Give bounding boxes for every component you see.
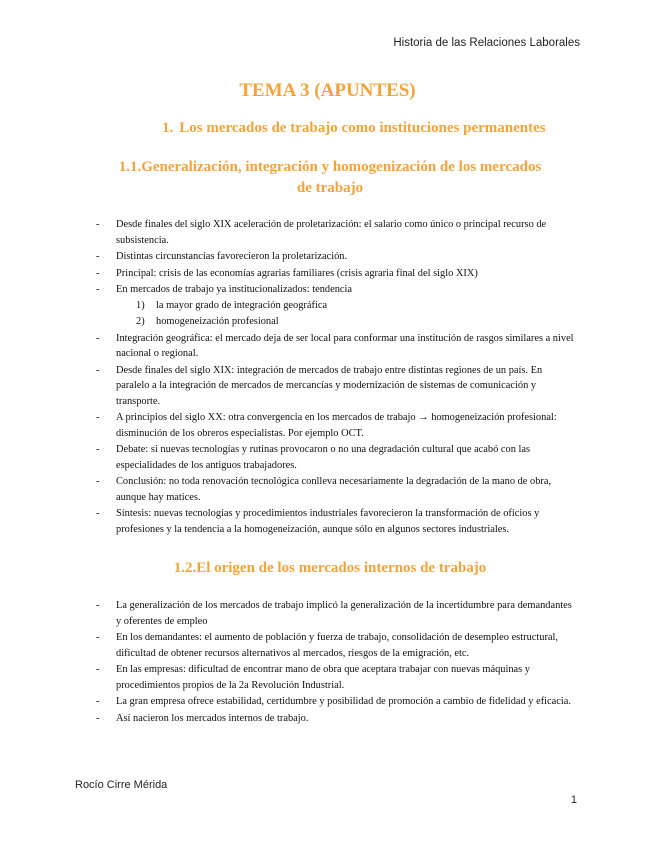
list-item: - Distintas circunstancias favorecieron la proletarización.	[96, 249, 574, 265]
list-item: - Debate: si nuevas tecnologías y rutinas provocaron o no una degradación cultural que acabó con las especialidades de los antiguos trabajadores.	[96, 442, 574, 473]
section-1-2-heading: 1.2.El origen de los mercados internos de trabajo	[173, 560, 487, 576]
page-header: Historia de las Relaciones Laborales	[393, 37, 580, 49]
list-item: - Principal: crisis de las economías agrarias familiares (crisis agraria final del siglo XIX)	[96, 266, 574, 282]
section-1-1-heading: 1.1.Generalización, integración y homogenización de los mercados de trabajo	[118, 159, 542, 196]
list-item: - La generalización de los mercados de trabajo implicó la generalización de la incertidumbre para demandantes y oferentes de empleo	[96, 598, 574, 629]
sub-item-text: homogeneización profesional	[156, 316, 279, 327]
list-item: - En las empresas: dificultad de encontrar mano de obra que aceptara trabajar con nuevas máquinas y procedimientos propios de la 2a Revolución Industrial.	[96, 662, 574, 693]
list-item: - Así nacieron los mercados internos de trabajo.	[96, 711, 574, 727]
list-item: - A principios del siglo XX: otra convergencia en los mercados de trabajo → homogeneización profesional: disminución de los obreros especialistas. Por ejemplo OCT.	[96, 410, 574, 441]
footer-author: Rocío Cirre Mérida	[75, 779, 168, 791]
list-item: - La gran empresa ofrece estabilidad, certidumbre y posibilidad de promoción a cambio de fidelidad y eficacia.	[96, 694, 574, 710]
list-item: - Desde finales del siglo XIX: integración de mercados de trabajo entre distintas regiones de un país. En paralelo a la integración de mercados de mercancías y modernización de sistemas de comunicación y transporte.	[96, 363, 574, 410]
sub-item-number: 2)	[136, 316, 145, 327]
list-item-text: En mercados de trabajo ya institucionalizados: tendencia	[116, 284, 353, 295]
list-item: - Desde finales del siglo XIX aceleración de proletarización: el salario como único o principal recurso de subsistencia.	[96, 217, 574, 248]
list-item	[96, 282, 574, 330]
sub-item-number: 1)	[136, 299, 145, 311]
list-item: - Conclusión: no toda renovación tecnológica conlleva necesariamente la degradación de la mano de obra, aunque hay matices.	[96, 474, 574, 505]
section-1-2-list	[96, 598, 574, 727]
list-item: - Síntesis: nuevas tecnologías y procedimientos industriales favorecieron la transformación de oficios y profesiones y la tendencia a la homogeneización, aunque sólo en algunos sectores industriales.	[96, 506, 574, 537]
page-number: 1	[570, 794, 577, 806]
sub-list	[116, 298, 574, 330]
section-1-number: 1.	[162, 120, 174, 136]
sub-list-item	[116, 298, 574, 314]
section-1-text: Los mercados de trabajo como instituciones permanentes	[179, 120, 546, 136]
section-1-1-list	[96, 217, 574, 538]
list-item: - En los demandantes: el aumento de población y fuerza de trabajo, consolidación de desempleo estructural, dificultad de obtener recursos alternativos al mercados, riesgos de la emigración, etc.	[96, 630, 574, 661]
section-1-heading	[162, 120, 546, 137]
sub-item-text: la mayor grado de integración geográfica	[156, 299, 328, 311]
document-title: TEMA 3 (APUNTES)	[239, 80, 416, 101]
sub-list-item	[116, 314, 574, 330]
list-item: - Integración geográfica: el mercado deja de ser local para conformar una institución de rasgos similares a nivel nacional o regional.	[96, 331, 574, 362]
